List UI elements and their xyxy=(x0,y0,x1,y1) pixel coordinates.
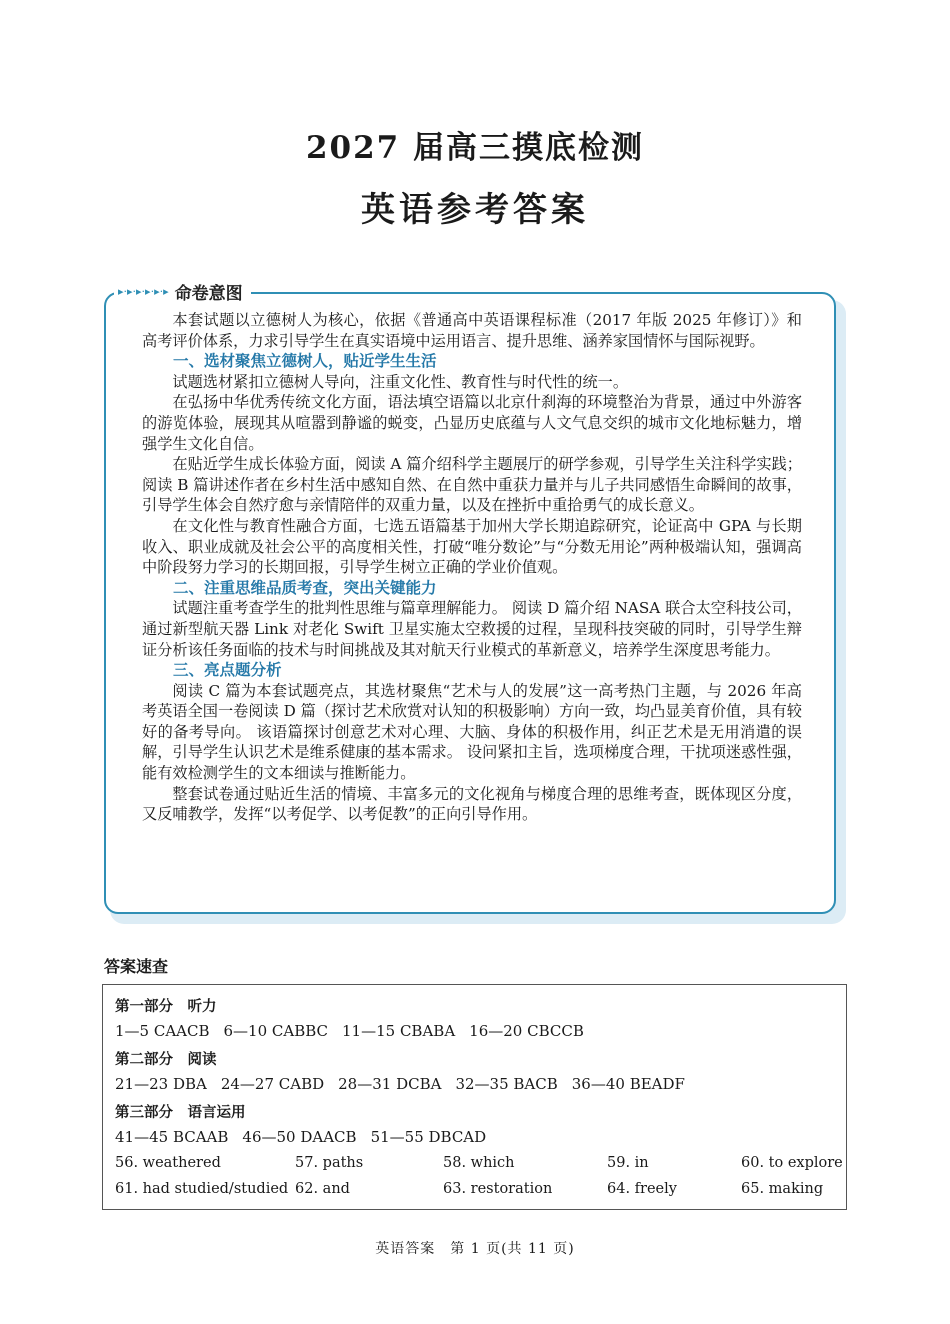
arrows-icon: ▸·▸·▸·▸·▸·▸ xyxy=(118,284,169,298)
answer-quick-check-title: 答案速查 xyxy=(104,957,169,976)
answer-box xyxy=(102,984,847,1210)
section-heading: 三、亮点题分析 xyxy=(173,661,282,680)
answer-group: 41—45 BCAAB xyxy=(115,1128,229,1146)
intent-title: 命卷意图 xyxy=(174,283,243,304)
page-footer: 英语答案 第 1 页(共 11 页) xyxy=(375,1241,575,1257)
blank-answer: 64. freely xyxy=(607,1181,677,1197)
paragraph: 在文化性与教育性融合方面，七选五语篇基于加州大学长期追踪研究，论证高中 GPA 与长期收入、职业成就及社会公平的高度相关性，打破“唯分数论”与“分数无用论”两种极端认知，强调高中阶段努力学习的长期回报，引导学生树立正确的学业价值观。 xyxy=(142,516,802,577)
paragraph: 在弘扬中华优秀传统文化方面，语法填空语篇以北京什刹海的环境整治为背景，通过中外游客的游览体验，展现其从喧嚣到静谧的蜕变，凸显历史底蕴与人文气息交织的城市文化地标魅力，增强学生文化自信。 xyxy=(142,393,802,453)
part1-label: 第一部分 听力 xyxy=(115,999,217,1015)
answer-group: 11—15 CBABA xyxy=(342,1022,456,1040)
blank-answer: 63. restoration xyxy=(443,1181,553,1197)
part2-label: 第二部分 阅读 xyxy=(115,1052,217,1068)
answer-group: 1—5 CAACB xyxy=(115,1022,210,1040)
intent-body xyxy=(142,310,802,825)
part2-answers xyxy=(115,1075,699,1093)
paragraph: 试题选材紧扣立德树人导向，注重文化性、教育性与时代性的统一。 xyxy=(172,372,629,391)
blank-answer: 60. to explore xyxy=(741,1155,843,1171)
paragraph: 在贴近学生成长体验方面，阅读 A 篇介绍科学主题展厅的研学参观，引导学生关注科学实践；阅读 B 篇讲述作者在乡村生活中感知自然、在自然中重获力量并与儿子共同感悟生命瞬间的故事，引导学生体会自然疗愈与亲情陪伴的双重力量，以及在挫折中重拾勇气的成长意义。 xyxy=(142,455,802,515)
part1-answers xyxy=(115,1022,598,1040)
section-heading: 二、注重思维品质考查，突出关键能力 xyxy=(173,578,437,597)
answer-group: 6—10 CABBC xyxy=(223,1022,329,1040)
answer-group: 32—35 BACB xyxy=(455,1075,558,1093)
blank-answer: 61. had studied/studied xyxy=(115,1181,289,1197)
blank-answer: 58. which xyxy=(443,1155,515,1171)
intent-heading xyxy=(114,278,251,304)
paragraph: 整套试卷通过贴近生活的情境、丰富多元的文化视角与梯度合理的思维考查，既体现区分度，又反哺教学，发挥“以考促学、以考促教”的正向引导作用。 xyxy=(142,784,802,824)
document-subtitle: 英语参考答案 xyxy=(361,190,589,230)
document-title: 2027 届高三摸底检测 xyxy=(305,130,645,166)
answer-group: 24—27 CABD xyxy=(220,1075,325,1093)
blank-answer: 57. paths xyxy=(295,1155,364,1171)
answer-group: 28—31 DCBA xyxy=(338,1075,442,1093)
section-heading: 一、选材聚焦立德树人，贴近学生生活 xyxy=(173,352,437,371)
blank-answer: 56. weathered xyxy=(115,1155,221,1171)
answer-group: 21—23 DBA xyxy=(115,1075,207,1093)
blank-answer: 65. making xyxy=(741,1181,824,1197)
answer-group: 46—50 DAACB xyxy=(242,1128,357,1146)
answer-group: 36—40 BEADF xyxy=(571,1075,685,1093)
blank-answer: 59. in xyxy=(607,1155,649,1171)
part3-label: 第三部分 语言运用 xyxy=(115,1105,246,1121)
answer-group: 51—55 DBCAD xyxy=(370,1128,487,1146)
paragraph: 本套试题以立德树人为核心，依据《普通高中英语课程标准（2017 年版 2025 年修订）》和高考评价体系，力求引导学生在真实语境中运用语言、提升思维、涵养家国情怀与国际视野。 xyxy=(142,311,802,350)
part3-answers xyxy=(115,1128,500,1146)
blank-answer: 62. and xyxy=(295,1181,350,1197)
paragraph: 阅读 C 篇为本套试题亮点，其选材聚焦“艺术与人的发展”这一高考热门主题，与 2026 年高考英语全国一卷阅读 D 篇（探讨艺术欣赏对认知的积极影响）方向一致，均凸显美育价值，具有较好的备考导向。 该语篇探讨创意艺术对心理、大脑、身体的积极作用，纠正艺术是无用消遣的误解，引导学生认识艺术是维系健康的基本需求。 设问紧扣主旨，选项梯度合理，干扰项迷惑性强，能有效检测学生的文本细读与推断能力。 xyxy=(142,681,802,783)
answer-group: 16—20 CBCCB xyxy=(469,1022,584,1040)
paragraph: 试题注重考查学生的批判性思维与篇章理解能力。 阅读 D 篇介绍 NASA 联合太空科技公司，通过新型航天器 Link 对老化 Swift 卫星实施太空救援的过程，呈现科技突破的同时，引导学生辩证分析该任务面临的技术与时间挑战及其对航天行业模式的革新意义，培养学生深度思考能力。 xyxy=(142,599,802,659)
